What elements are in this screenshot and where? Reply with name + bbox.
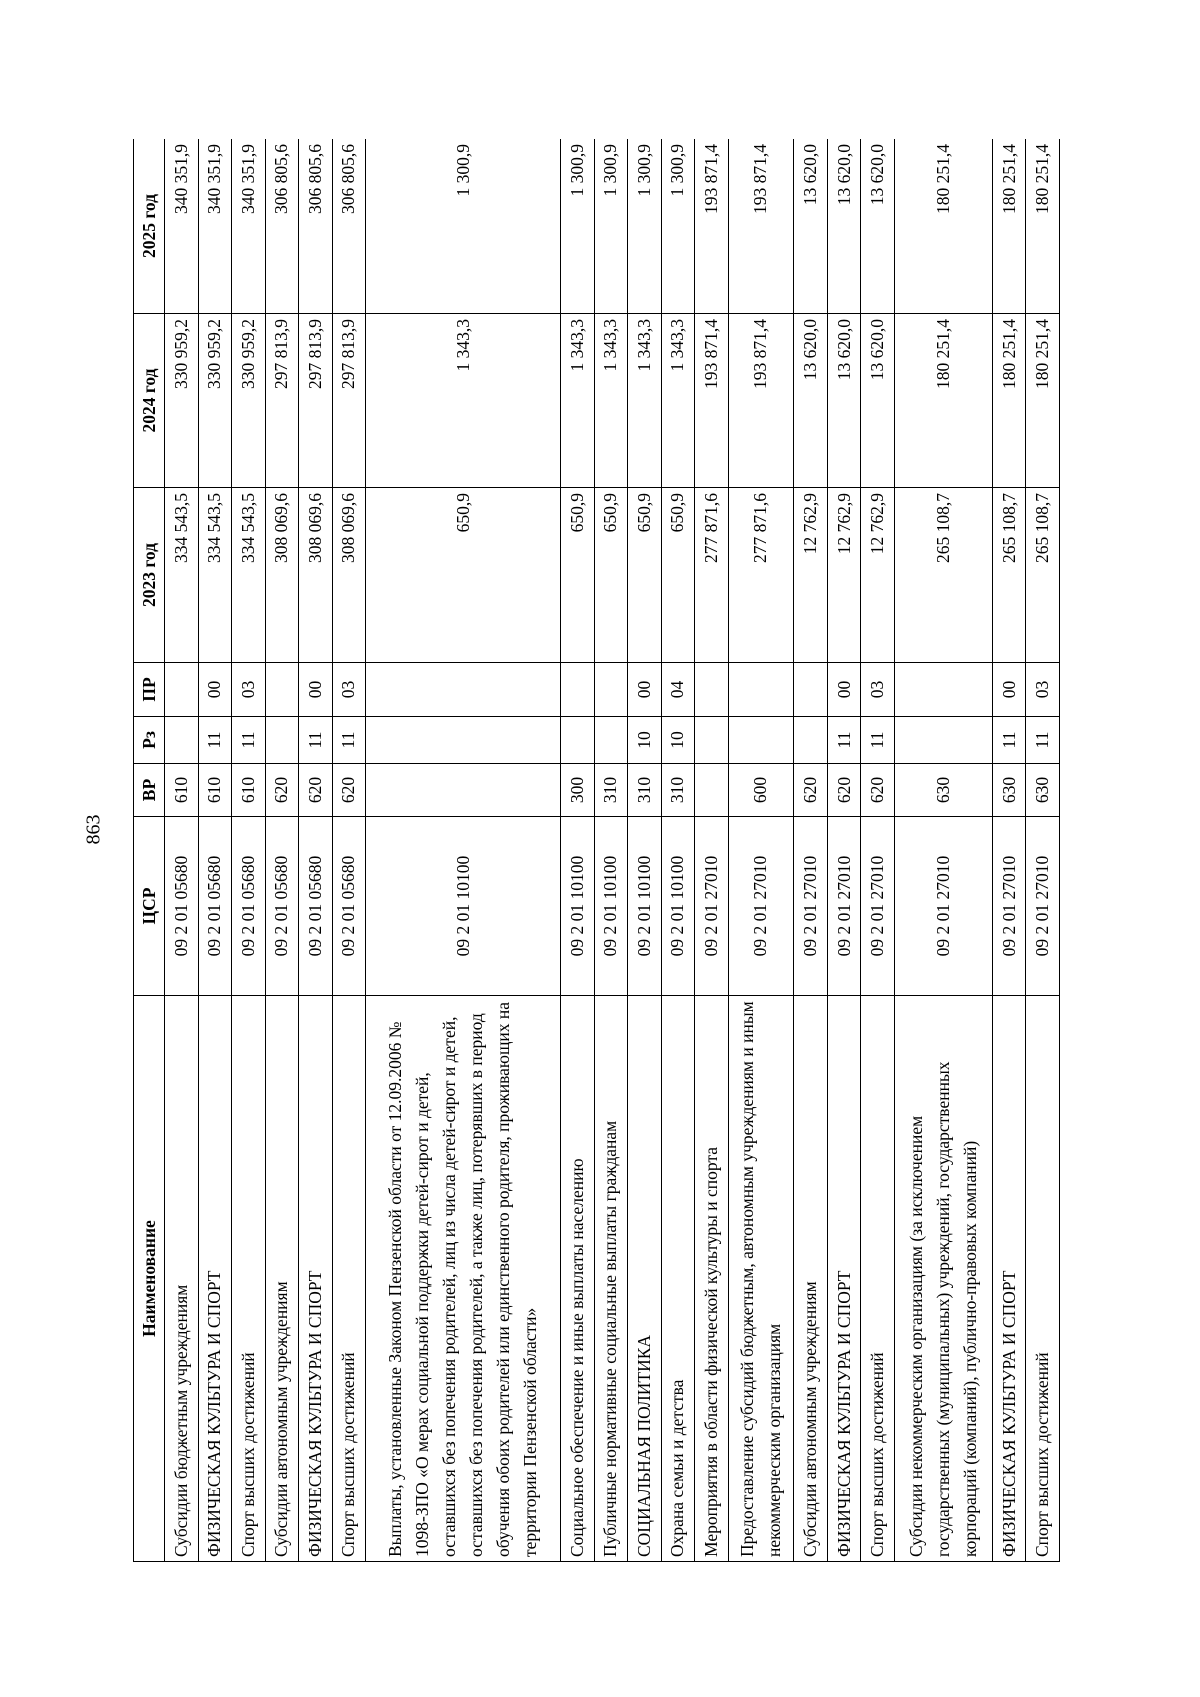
cell-pr: [366, 663, 561, 717]
cell-vr: 620: [861, 764, 895, 817]
cell-csr: 09 2 01 05680: [299, 817, 333, 996]
table-row: [198, 139, 232, 1562]
cell-rz: 10: [628, 717, 662, 764]
header-csr: ЦСР: [134, 817, 165, 996]
header-2023: 2023 год: [134, 488, 165, 663]
cell-2024: 193 871,4: [728, 314, 794, 488]
header-2024: 2024 год: [134, 314, 165, 488]
cell-2025: 13 620,0: [827, 139, 861, 314]
cell-2024: 1 343,3: [661, 314, 695, 488]
cell-2023: 12 762,9: [794, 488, 828, 663]
header-2025: 2025 год: [134, 139, 165, 314]
cell-csr: 09 2 01 27010: [827, 817, 861, 996]
cell-name: Субсидии автономным учреждениям: [794, 996, 828, 1562]
cell-2023: 334 543,5: [165, 488, 199, 663]
cell-pr: 00: [992, 663, 1026, 717]
cell-rz: 11: [992, 717, 1026, 764]
table-row: [992, 139, 1026, 1562]
cell-2023: 650,9: [561, 488, 595, 663]
cell-name: Публичные нормативные социальные выплаты гражданам: [594, 996, 628, 1562]
cell-2025: 13 620,0: [861, 139, 895, 314]
cell-name: Мероприятия в области физической культуры и спорта: [695, 996, 729, 1562]
table-row: [695, 139, 729, 1562]
cell-vr: 620: [299, 764, 333, 817]
cell-name: Выплаты, установленные Законом Пензенской области от 12.09.2006 № 1098-ЗПО «О мерах социальной поддержки детей-сирот и детей, оставшихся без попечения родителей, лиц из числа детей-сирот и детей, оставшихся без попечения родителей, а также лиц, потерявших в период обучения обоих родителей или единственного родителя, проживающих на территории Пензенской области»: [366, 996, 561, 1562]
cell-csr: 09 2 01 10100: [594, 817, 628, 996]
cell-vr: 620: [827, 764, 861, 817]
cell-2023: 650,9: [366, 488, 561, 663]
cell-2024: 1 343,3: [594, 314, 628, 488]
cell-pr: [794, 663, 828, 717]
cell-csr: 09 2 01 10100: [366, 817, 561, 996]
cell-name: Спорт высших достижений: [332, 996, 366, 1562]
table-body: [165, 139, 1060, 1562]
cell-csr: 09 2 01 27010: [992, 817, 1026, 996]
cell-csr: 09 2 01 05680: [265, 817, 299, 996]
cell-rz: 11: [198, 717, 232, 764]
cell-2023: 265 108,7: [1026, 488, 1060, 663]
cell-2024: 13 620,0: [827, 314, 861, 488]
cell-2024: 297 813,9: [332, 314, 366, 488]
cell-rz: [695, 717, 729, 764]
cell-name: ФИЗИЧЕСКАЯ КУЛЬТУРА И СПОРТ: [299, 996, 333, 1562]
cell-name: Субсидии автономным учреждениям: [265, 996, 299, 1562]
cell-2025: 1 300,9: [661, 139, 695, 314]
cell-vr: 610: [165, 764, 199, 817]
cell-pr: 00: [628, 663, 662, 717]
cell-2023: 334 543,5: [232, 488, 266, 663]
cell-rz: [366, 717, 561, 764]
cell-vr: [366, 764, 561, 817]
cell-2024: 297 813,9: [299, 314, 333, 488]
budget-table: [133, 139, 1060, 1562]
cell-pr: [728, 663, 794, 717]
cell-vr: 630: [894, 764, 992, 817]
cell-csr: 09 2 01 10100: [661, 817, 695, 996]
cell-vr: 630: [1026, 764, 1060, 817]
cell-csr: 09 2 01 27010: [894, 817, 992, 996]
cell-2023: 650,9: [661, 488, 695, 663]
cell-rz: 11: [299, 717, 333, 764]
table-row: [661, 139, 695, 1562]
cell-2025: 180 251,4: [894, 139, 992, 314]
cell-2025: 340 351,9: [232, 139, 266, 314]
cell-2025: 180 251,4: [1026, 139, 1060, 314]
page-number: 863: [82, 814, 105, 845]
table-row: [332, 139, 366, 1562]
cell-pr: 03: [1026, 663, 1060, 717]
cell-name: Спорт высших достижений: [861, 996, 895, 1562]
cell-pr: [165, 663, 199, 717]
cell-2024: 1 343,3: [366, 314, 561, 488]
cell-2025: 1 300,9: [628, 139, 662, 314]
cell-csr: 09 2 01 27010: [794, 817, 828, 996]
cell-vr: 310: [661, 764, 695, 817]
cell-2024: 330 959,2: [198, 314, 232, 488]
cell-pr: 04: [661, 663, 695, 717]
cell-2023: 277 871,6: [728, 488, 794, 663]
table-row: [861, 139, 895, 1562]
cell-pr: [594, 663, 628, 717]
cell-pr: 00: [299, 663, 333, 717]
table-row: [366, 139, 561, 1562]
cell-csr: 09 2 01 05680: [165, 817, 199, 996]
cell-2025: 1 300,9: [366, 139, 561, 314]
cell-csr: 09 2 01 27010: [695, 817, 729, 996]
cell-2024: 330 959,2: [232, 314, 266, 488]
cell-rz: [165, 717, 199, 764]
cell-2023: 650,9: [628, 488, 662, 663]
cell-pr: 00: [198, 663, 232, 717]
cell-2023: 265 108,7: [992, 488, 1026, 663]
cell-csr: 09 2 01 05680: [232, 817, 266, 996]
cell-name: Спорт высших достижений: [232, 996, 266, 1562]
cell-vr: 620: [332, 764, 366, 817]
cell-name: СОЦИАЛЬНАЯ ПОЛИТИКА: [628, 996, 662, 1562]
cell-2025: 340 351,9: [165, 139, 199, 314]
cell-pr: [894, 663, 992, 717]
cell-csr: 09 2 01 05680: [198, 817, 232, 996]
table-row: [628, 139, 662, 1562]
cell-name: ФИЗИЧЕСКАЯ КУЛЬТУРА И СПОРТ: [992, 996, 1026, 1562]
table-row: [299, 139, 333, 1562]
cell-2024: 180 251,4: [894, 314, 992, 488]
cell-2023: 308 069,6: [332, 488, 366, 663]
cell-rz: [265, 717, 299, 764]
cell-rz: [561, 717, 595, 764]
header-name: Наименование: [134, 996, 165, 1562]
cell-2023: 308 069,6: [265, 488, 299, 663]
cell-2023: 12 762,9: [861, 488, 895, 663]
cell-2024: 13 620,0: [794, 314, 828, 488]
cell-2024: 1 343,3: [628, 314, 662, 488]
cell-vr: [695, 764, 729, 817]
cell-2025: 306 805,6: [299, 139, 333, 314]
cell-vr: 620: [794, 764, 828, 817]
cell-2023: 277 871,6: [695, 488, 729, 663]
cell-2025: 193 871,4: [728, 139, 794, 314]
header-rz: Рз: [134, 717, 165, 764]
table-row: [594, 139, 628, 1562]
cell-csr: 09 2 01 27010: [1026, 817, 1060, 996]
cell-vr: 600: [728, 764, 794, 817]
cell-name: Спорт высших достижений: [1026, 996, 1060, 1562]
cell-rz: 10: [661, 717, 695, 764]
cell-pr: 03: [861, 663, 895, 717]
cell-2025: 1 300,9: [561, 139, 595, 314]
cell-rz: 11: [1026, 717, 1060, 764]
cell-csr: 09 2 01 05680: [332, 817, 366, 996]
table-row: [894, 139, 992, 1562]
cell-pr: [265, 663, 299, 717]
cell-2024: 180 251,4: [992, 314, 1026, 488]
cell-vr: 630: [992, 764, 1026, 817]
cell-2024: 180 251,4: [1026, 314, 1060, 488]
cell-vr: 610: [232, 764, 266, 817]
table-row: [827, 139, 861, 1562]
rotated-table-frame: [133, 139, 1060, 1562]
table-row: [1026, 139, 1060, 1562]
cell-2024: 330 959,2: [165, 314, 199, 488]
header-pr: ПР: [134, 663, 165, 717]
cell-vr: 310: [594, 764, 628, 817]
cell-2025: 1 300,9: [594, 139, 628, 314]
cell-rz: [794, 717, 828, 764]
cell-2025: 13 620,0: [794, 139, 828, 314]
cell-name: Субсидии некоммерческим организациям (за исключением государственных (муниципальных) учреждений, государственных корпораций (компаний), публично-правовых компаний): [894, 996, 992, 1562]
cell-csr: 09 2 01 27010: [728, 817, 794, 996]
cell-pr: [695, 663, 729, 717]
table-row: [165, 139, 199, 1562]
cell-pr: 00: [827, 663, 861, 717]
cell-rz: 11: [861, 717, 895, 764]
cell-2025: 340 351,9: [198, 139, 232, 314]
table-row: [232, 139, 266, 1562]
cell-pr: 03: [332, 663, 366, 717]
cell-name: Субсидии бюджетным учреждениям: [165, 996, 199, 1562]
cell-2024: 13 620,0: [861, 314, 895, 488]
header-vr: ВР: [134, 764, 165, 817]
cell-vr: 300: [561, 764, 595, 817]
cell-rz: 11: [827, 717, 861, 764]
budget-table-container: [133, 139, 1060, 1562]
cell-2023: 308 069,6: [299, 488, 333, 663]
cell-2025: 306 805,6: [265, 139, 299, 314]
cell-name: Социальное обеспечение и иные выплаты населению: [561, 996, 595, 1562]
table-row: [561, 139, 595, 1562]
cell-2023: 265 108,7: [894, 488, 992, 663]
cell-rz: [594, 717, 628, 764]
cell-pr: 03: [232, 663, 266, 717]
cell-rz: 11: [332, 717, 366, 764]
cell-vr: 620: [265, 764, 299, 817]
cell-csr: 09 2 01 10100: [628, 817, 662, 996]
cell-2025: 180 251,4: [992, 139, 1026, 314]
cell-2024: 1 343,3: [561, 314, 595, 488]
cell-pr: [561, 663, 595, 717]
cell-rz: [728, 717, 794, 764]
cell-name: ФИЗИЧЕСКАЯ КУЛЬТУРА И СПОРТ: [198, 996, 232, 1562]
cell-2025: 193 871,4: [695, 139, 729, 314]
cell-2023: 650,9: [594, 488, 628, 663]
cell-2023: 334 543,5: [198, 488, 232, 663]
cell-rz: 11: [232, 717, 266, 764]
cell-name: ФИЗИЧЕСКАЯ КУЛЬТУРА И СПОРТ: [827, 996, 861, 1562]
cell-rz: [894, 717, 992, 764]
cell-name: Предоставление субсидий бюджетным, автономным учреждениям и иным некоммерческим организациям: [728, 996, 794, 1562]
cell-2024: 297 813,9: [265, 314, 299, 488]
table-header-row: [134, 139, 165, 1562]
table-row: [794, 139, 828, 1562]
cell-vr: 610: [198, 764, 232, 817]
table-row: [728, 139, 794, 1562]
table-row: [265, 139, 299, 1562]
cell-name: Охрана семьи и детства: [661, 996, 695, 1562]
cell-csr: 09 2 01 10100: [561, 817, 595, 996]
cell-csr: 09 2 01 27010: [861, 817, 895, 996]
cell-vr: 310: [628, 764, 662, 817]
cell-2023: 12 762,9: [827, 488, 861, 663]
cell-2025: 306 805,6: [332, 139, 366, 314]
cell-2024: 193 871,4: [695, 314, 729, 488]
